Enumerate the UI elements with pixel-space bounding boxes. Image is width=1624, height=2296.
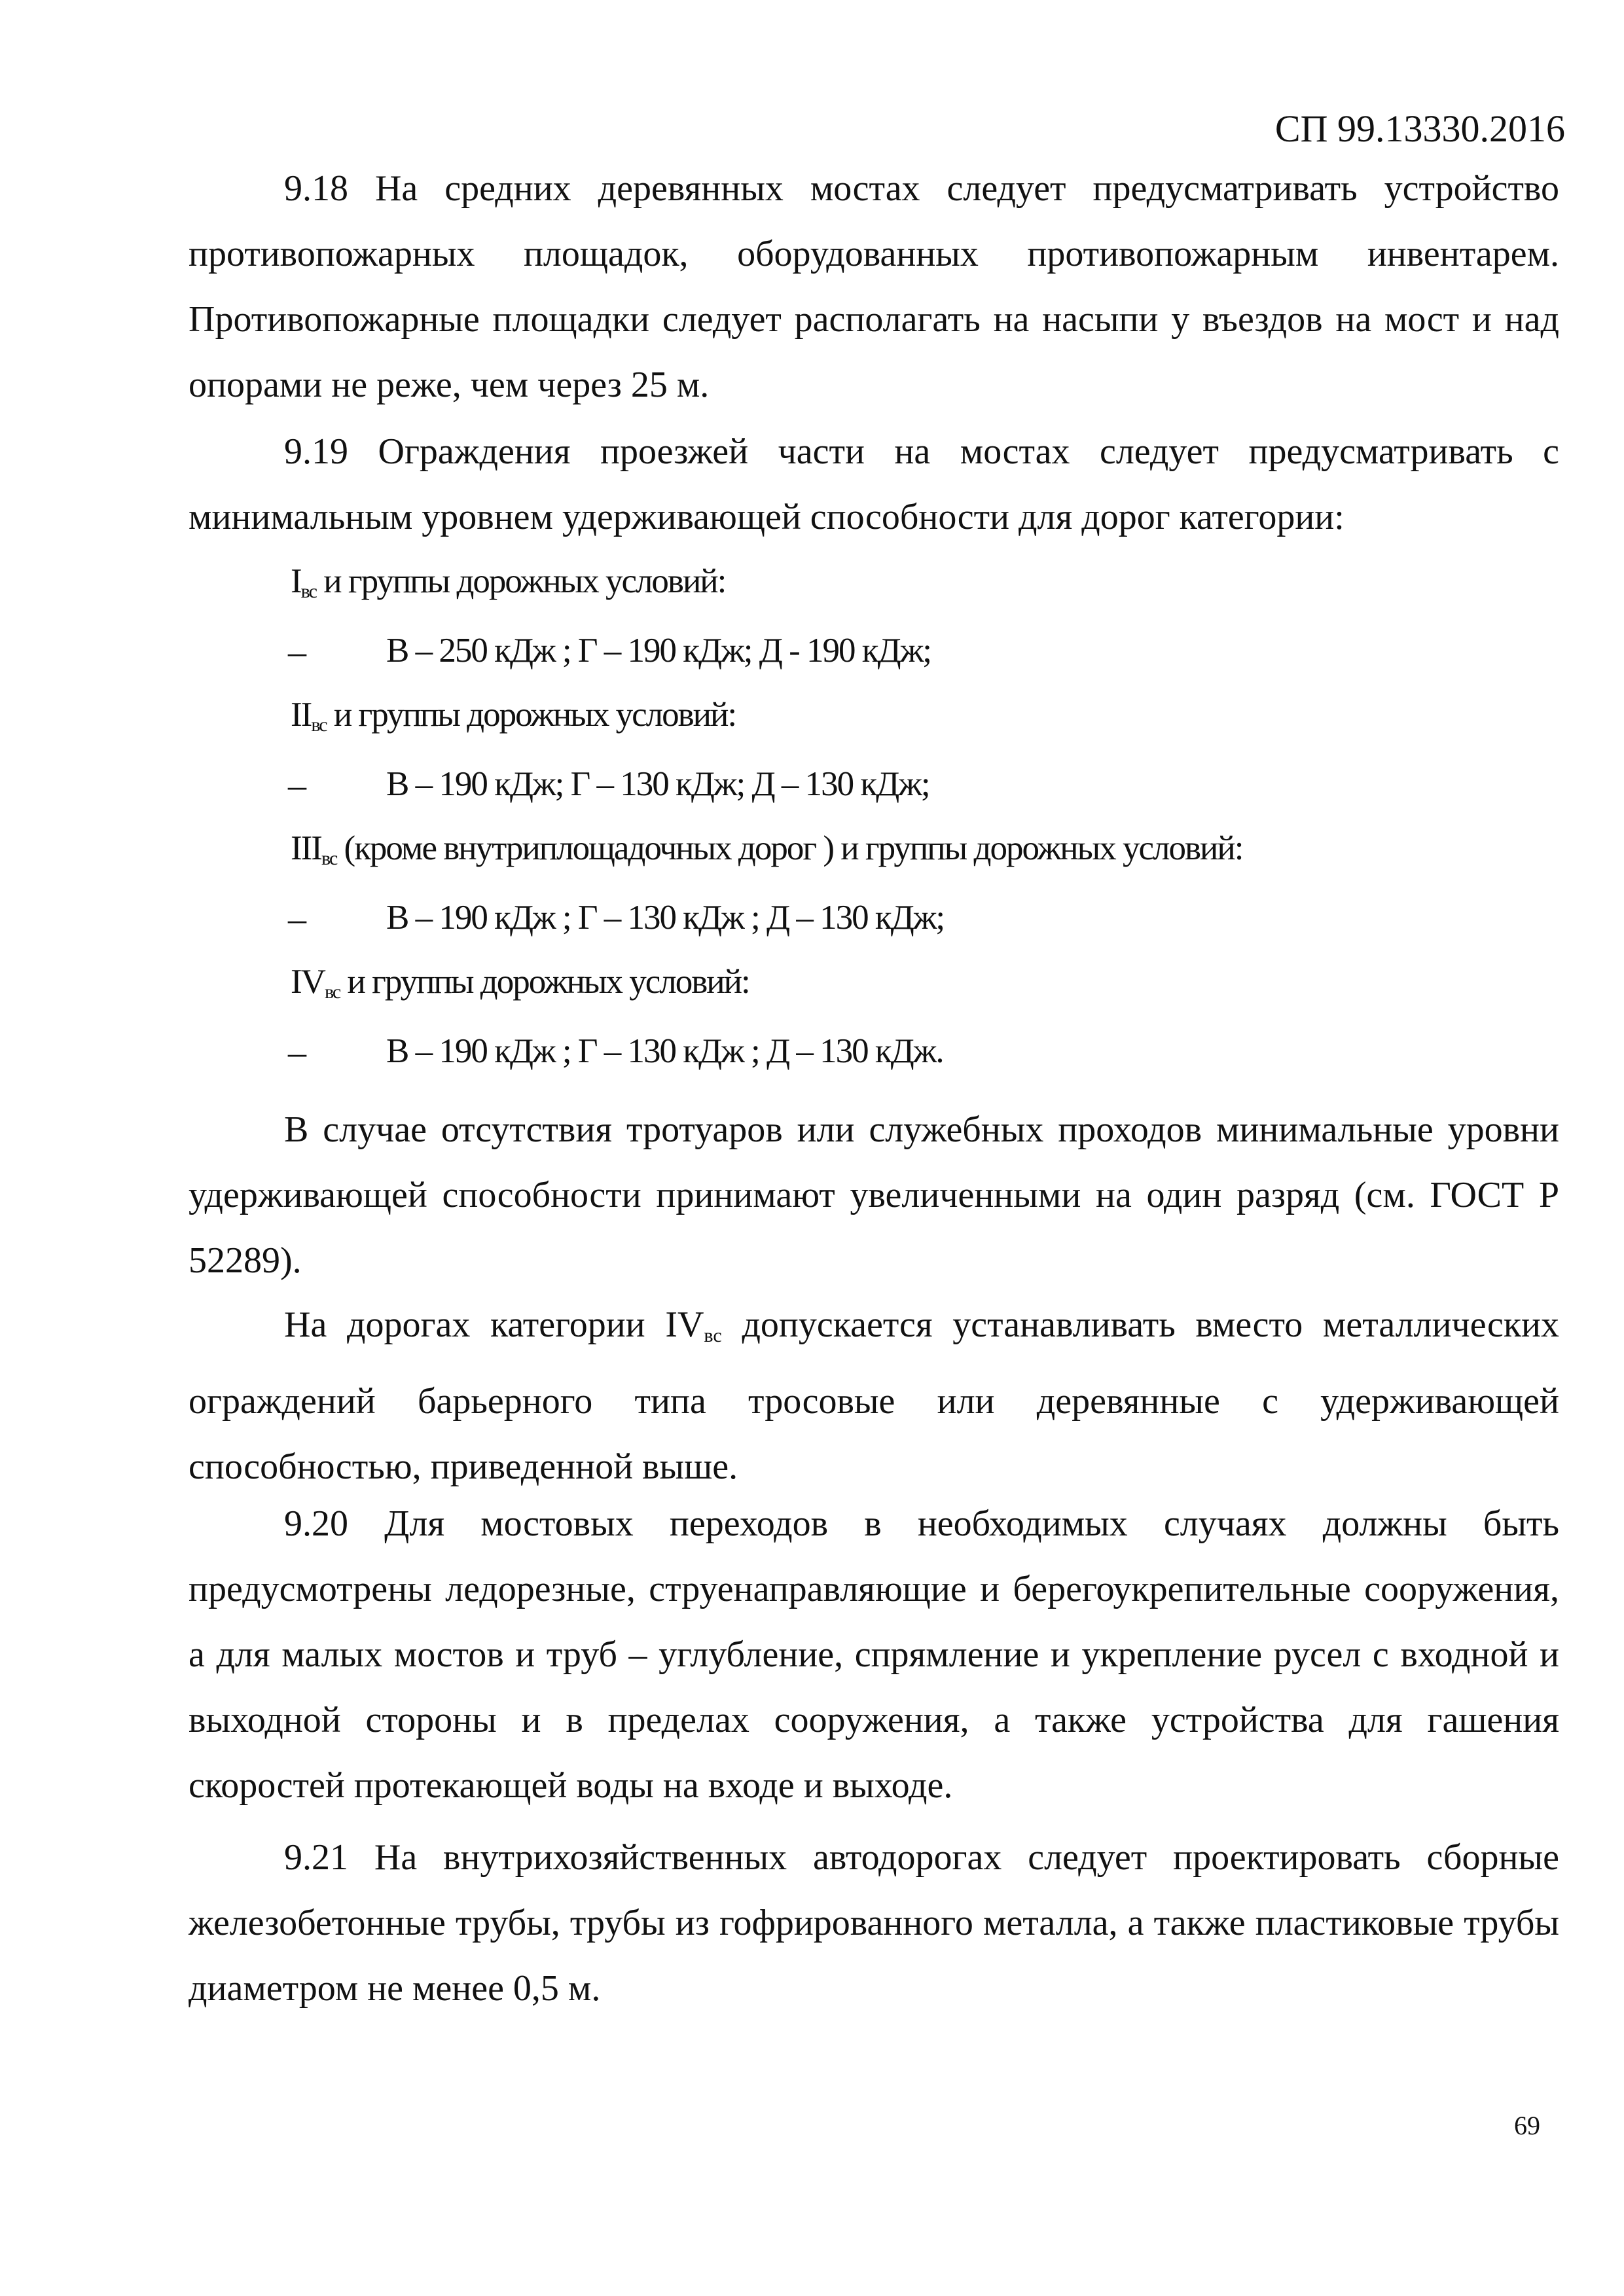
category-ii-line: $II_{вс}$ и группы дорожных условий:: [291, 696, 736, 736]
category-iii-dash: –: [288, 899, 306, 939]
category-iii-values: В – 190 кДж ; Г – 130 кДж ; Д – 130 кДж;: [386, 899, 945, 937]
category-iv-line: $IV_{вс}$ и группы дорожных условий:: [291, 963, 749, 1003]
category-iii-line: $III_{вс}$ (кроме внутриплощадочных дорог ) и группы дорожных условий:: [291, 829, 1243, 869]
paragraph-absence-of-sidewalks: В случае отсутствия тротуаров или служебных проходов минимальные уровни удерживающей способности принимают увеличенными на один разряд (см. ГОСТ Р 52289).: [189, 1109, 1559, 1281]
category-iv-values: В – 190 кДж ; Г – 130 кДж ; Д – 130 кДж.: [386, 1032, 943, 1070]
category-ii-dash: –: [288, 765, 306, 806]
category-iv-dash: –: [288, 1032, 306, 1073]
category-i-values: В – 250 кДж ; Г – 190 кДж; Д - 190 кДж;: [386, 632, 931, 670]
paragraph-9-21: 9.21 На внутрихозяйственных автодорогах следует проектировать сборные железобетонные трубы, трубы из гофрированного металла, а также пластиковые трубы диаметром не менее 0,5 м.: [189, 1837, 1559, 2009]
paragraph-9-19: 9.19 Ограждения проезжей части на мостах следует предусматривать с минимальным уровнем удерживающей способности для дорог категории:: [189, 431, 1559, 537]
paragraph-9-18: 9.18 На средних деревянных мостах следует предусматривать устройство противопожарных площадок, оборудованных противопожарным инвентарем. Противопожарные площадки следует располагать на насыпи у въездов на мост и над опорами не реже, чем через 25 м.: [189, 168, 1559, 405]
category-i-line: $I_{вс}$ и группы дорожных условий:: [291, 562, 726, 602]
category-i-dash: –: [288, 632, 306, 672]
page-number: 69: [1514, 2111, 1540, 2140]
category-ii-values: В – 190 кДж; Г – 130 кДж; Д – 130 кДж;: [386, 765, 929, 803]
paragraph-category-iv: На дорогах категории $IV_{вс}$ допускается устанавливать вместо металлических ограждений барьерного типа тросовые или деревянные с удерживающей способностью, приведенной выше.: [189, 1304, 1559, 1487]
document-code: СП 99.13330.2016: [1274, 107, 1565, 150]
paragraph-9-20: 9.20 Для мостовых переходов в необходимых случаях должны быть предусмотрены ледорезные, струенаправляющие и берегоукрепительные сооружения, а для малых мостов и труб – углубление, спрямление и укрепление русел с входной и выходной стороны и в пределах сооружения, а также устройства для гашения скоростей протекающей воды на входе и выходе.: [189, 1503, 1559, 1806]
